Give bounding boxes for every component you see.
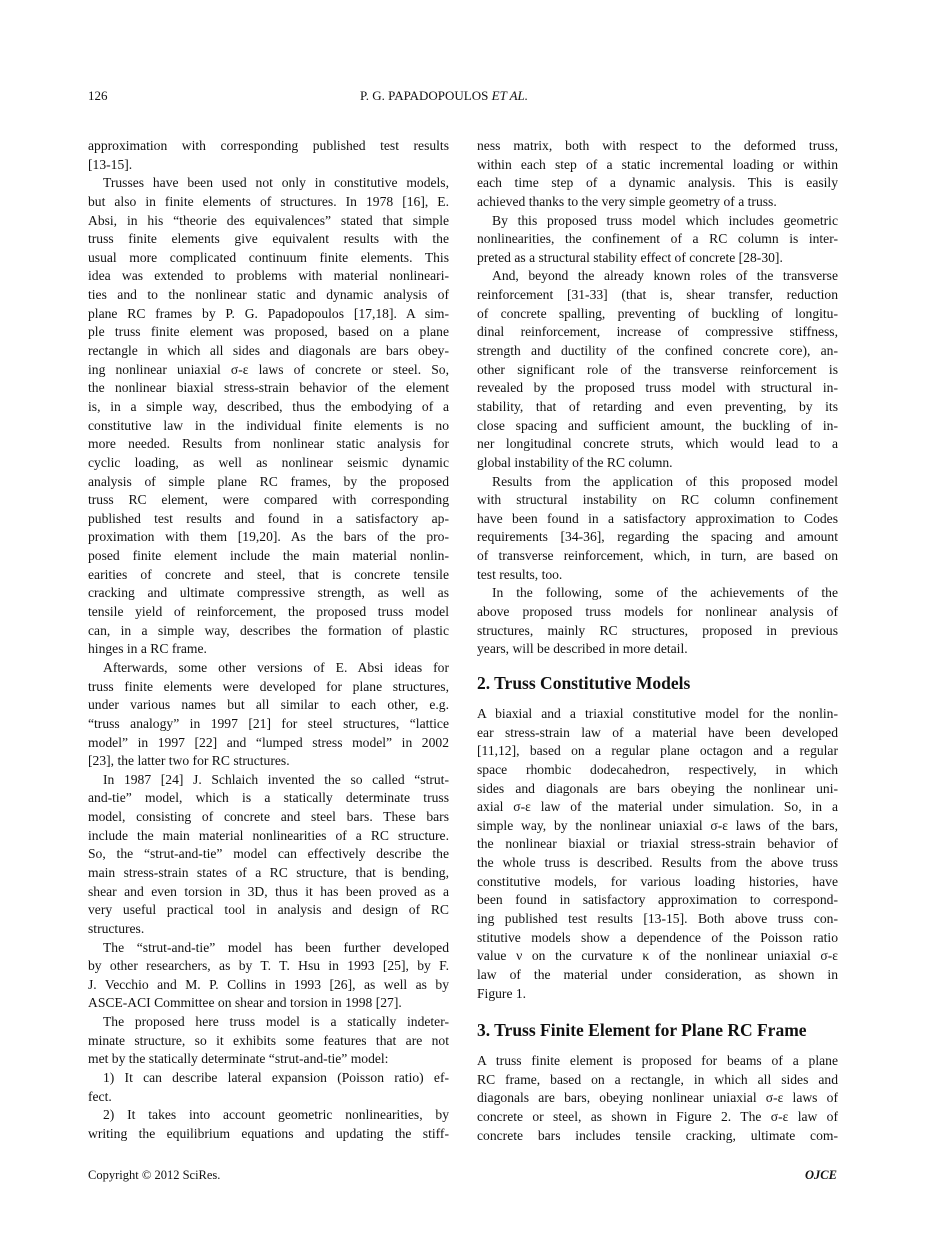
text-line: truss RC element, were compared with corresponding — [88, 492, 449, 508]
text-line: close spacing and sufficient amount, the buckling of in- — [477, 417, 838, 433]
text-line: cracking and ultimate compressive strength, as well as — [88, 585, 449, 601]
text-line: model, consisting of concrete and steel bars. These bars — [88, 809, 449, 825]
paragraph — [477, 137, 838, 212]
text-line: is, in a simple way, described, thus the embodying of a — [88, 398, 449, 414]
text-line: ner longitudinal concrete struts, which would lead to a — [477, 436, 838, 452]
text-line: within each step of a static incremental loading or within — [477, 156, 838, 172]
paragraph — [477, 705, 838, 1003]
text-line: and-tie” model, which is a statically determinate truss — [88, 790, 449, 806]
text-line: the whole truss is described. Results from the above truss — [477, 855, 838, 871]
text-line: writing the equilibrium equations and updating the stiff- — [88, 1125, 449, 1141]
text-line: Absi, in his “theorie des equivalences” stated that simple — [88, 212, 449, 228]
text-line: been found in satisfactory approximation to correspond- — [477, 892, 838, 908]
page-number: 126 — [88, 88, 108, 103]
text-line: preted as a structural stability effect of concrete [28-30]. — [477, 249, 783, 265]
text-line: ear stress-strain law of a material have been developed — [477, 724, 838, 740]
paragraph — [477, 473, 838, 585]
text-line: by other researchers, as by T. T. Hsu in 1993 [25], by F. — [88, 958, 449, 974]
text-line: constitutive models, for various loading histories, have — [477, 873, 838, 889]
text-line: ness matrix, both with respect to the deformed truss, — [477, 138, 838, 153]
text-line: usual more complicated continuum finite elements. This — [88, 249, 449, 265]
text-line: reinforcement [31-33] (that is, shear transfer, reduction — [477, 287, 838, 303]
text-line: ties and to the nonlinear static and dynamic analysis of — [88, 287, 449, 303]
footer-journal: OJCE — [805, 1168, 837, 1182]
text-line: of transverse reinforcement, which, in turn, are based on — [477, 548, 838, 564]
text-line: analysis of simple plane RC frames, by the proposed — [88, 473, 449, 489]
text-line: model” in 1997 [22] and “lumped stress model” in 2002 — [88, 734, 449, 750]
text-line: truss finite elements were developed for plane structures, — [88, 678, 449, 694]
text-line: [23], the latter two for RC structures. — [88, 753, 290, 769]
text-line: each time step of a dynamic analysis. This is easily — [477, 175, 838, 191]
text-line: have been found in a satisfactory approximation to Codes — [477, 510, 838, 526]
text-line: constitutive law in the individual finite elements is no — [88, 417, 449, 433]
paragraph — [477, 584, 838, 659]
paragraph — [88, 1013, 449, 1069]
section-2-body — [477, 705, 838, 1003]
text-line: concrete or steel, as shown in Figure 2. The σ-ε law of — [477, 1108, 838, 1124]
text-line: achieved thanks to the very simple geometry of a truss. — [477, 193, 777, 209]
text-line: The “strut-and-tie” model has been further developed — [103, 939, 449, 955]
text-line: approximation with corresponding published test results — [88, 138, 449, 153]
text-line: plane RC frames by P. G. Papadopoulos [17,18]. A sim- — [88, 305, 449, 321]
text-line: value ν on the curvature κ of the nonlinear uniaxial σ-ε — [477, 948, 838, 964]
paragraph — [88, 939, 449, 1014]
text-line: Figure 1. — [477, 985, 527, 1001]
text-line: RC frame, based on a rectangle, in which all sides and — [477, 1071, 838, 1087]
section-3-body — [477, 1052, 838, 1145]
paragraph — [88, 137, 449, 174]
text-line: the nonlinear biaxial or triaxial stress-strain behavior of — [477, 836, 838, 852]
text-line: minate structure, so it exhibits some features that are not — [88, 1032, 449, 1048]
text-line: dinal reinforcement, increase of compressive stiffness, — [477, 324, 838, 340]
text-line: tensile yield of reinforcement, the proposed truss model — [88, 604, 449, 620]
text-line: under various names but all similar to each other, e.g. — [88, 697, 449, 713]
text-line: ASCE-ACI Committee on shear and torsion in 1998 [27]. — [88, 995, 402, 1011]
text-line: ple truss finite element was proposed, based on a plane — [88, 324, 449, 340]
text-line: Results from the application of this proposed model — [492, 473, 838, 489]
paragraph — [477, 267, 838, 472]
text-line: test results, too. — [477, 566, 563, 582]
section-2-heading: 2. Truss Constitutive Models — [477, 673, 691, 693]
text-line: truss finite elements give equivalent results with the — [88, 231, 449, 247]
text-line: Afterwards, some other versions of E. Absi ideas for — [103, 659, 449, 675]
text-line: In 1987 [24] J. Schlaich invented the so called “strut- — [103, 771, 449, 787]
paragraph — [477, 1052, 838, 1145]
running-title-etal: ET AL. — [491, 88, 528, 103]
left-column — [88, 137, 449, 1144]
text-line: global instability of the RC column. — [477, 454, 673, 470]
paragraph — [88, 771, 449, 939]
paragraph — [88, 1106, 449, 1143]
running-title-author: P. G. PAPADOPOULOS — [360, 88, 489, 103]
text-line: The proposed here truss model is a statically indeter- — [103, 1014, 449, 1030]
text-line: ing nonlinear uniaxial σ-ε laws of concrete or steel. So, — [88, 361, 449, 377]
text-line: shear and even torsion in 3D, thus it has been proved as a — [88, 883, 449, 899]
text-line: idea was extended to problems with material nonlineari- — [88, 268, 449, 284]
paragraph — [477, 212, 838, 268]
text-line: cyclic loading, as well as nonlinear seismic dynamic — [88, 454, 449, 470]
text-line: In the following, some of the achievements of the — [492, 585, 838, 601]
section-3-heading: 3. Truss Finite Element for Plane RC Frame — [477, 1020, 807, 1040]
text-line: can, in a simple way, describes the formation of plastic — [88, 622, 449, 638]
footer-copyright: Copyright © 2012 SciRes. — [88, 1168, 221, 1182]
text-line: the nonlinear biaxial stress-strain behavior of the element — [88, 380, 449, 396]
text-line: main stress-strain states of a RC structure, that is bending, — [88, 864, 449, 880]
text-line: simple way, by the nonlinear uniaxial σ-ε laws of the bars, — [477, 817, 838, 833]
text-line: published test results and found in a satisfactory ap- — [88, 510, 449, 526]
text-line: ing published test results [13-15]. Both above truss con- — [477, 911, 838, 927]
text-line: J. Vecchio and M. P. Collins in 1993 [26], as well as by — [88, 976, 449, 992]
text-line: Trusses have been used not only in constitutive models, — [103, 175, 449, 191]
text-line: rectangle in which all sides and diagonals are bars obey- — [88, 343, 449, 359]
text-line: concrete bars includes tensile cracking, ultimate com- — [477, 1127, 838, 1143]
text-line: hinges in a RC frame. — [88, 641, 207, 657]
text-line: 2) It takes into account geometric nonlinearities, by — [103, 1107, 449, 1123]
text-line: space rhombic dodecahedron, respectively, in which — [477, 761, 838, 777]
text-line: revealed by the proposed truss model with structural in- — [477, 380, 838, 396]
text-line: So, the “strut-and-tie” model can effectively describe the — [88, 846, 449, 862]
text-line: [11,12], based on a regular plane octagon and a regular — [477, 743, 838, 759]
text-line: structures, mainly RC structures, proposed in previous — [477, 622, 838, 638]
text-line: sides and diagonals are bars obeying the nonlinear uni- — [477, 780, 838, 796]
text-line: other significant role of the transverse reinforcement is — [477, 361, 838, 377]
text-line: And, beyond the already known roles of the transverse — [492, 268, 838, 284]
text-line: but also in finite elements of structures. In 1978 [16], E. — [88, 193, 449, 209]
text-line: diagonals are bars, obeying nonlinear uniaxial σ-ε laws of — [477, 1090, 838, 1106]
text-line: axial σ-ε law of the material under simulation. So, in a — [477, 799, 838, 815]
text-line: A biaxial and a triaxial constitutive model for the nonlin- — [477, 706, 838, 721]
text-line: [13-15]. — [88, 156, 133, 172]
text-line: proximation with them [19,20]. As the bars of the pro- — [88, 529, 449, 545]
text-line: years, will be described in more detail. — [477, 641, 688, 657]
text-line: strength and ductility of the confined concrete core), an- — [477, 343, 838, 359]
text-line: of concrete spalling, preventing of buckling of longitu- — [477, 305, 838, 321]
text-line: stitutive models show a dependence of the Poisson ratio — [477, 929, 838, 945]
text-line: requirements [34-36], regarding the spacing and amount — [477, 529, 838, 545]
text-line: stability, that of retarding and even preventing, by its — [477, 398, 838, 414]
text-line: met by the statically determinate “strut-and-tie” model: — [88, 1051, 389, 1067]
text-line: 1) It can describe lateral expansion (Poisson ratio) ef- — [103, 1070, 449, 1086]
text-line: A truss finite element is proposed for beams of a plane — [477, 1053, 838, 1068]
text-line: earities of concrete and steel, that is concrete tensile — [88, 566, 449, 582]
text-line: “truss analogy” in 1997 [21] for steel structures, “lattice — [88, 715, 449, 731]
running-title — [360, 88, 528, 104]
text-line: with structural instability on RC column confinement — [477, 492, 838, 508]
text-line: By this proposed truss model which includes geometric — [492, 212, 838, 228]
text-line: nonlinearities, the confinement of a RC column is inter- — [477, 231, 838, 247]
text-line: structures. — [88, 920, 145, 936]
paragraph — [88, 174, 449, 659]
text-line: very useful practical tool in analysis and design of RC — [88, 902, 449, 918]
paragraph — [88, 1069, 449, 1106]
text-line: include the main material nonlinearities of a RC structure. — [88, 827, 449, 843]
text-line: more needed. Results from nonlinear static analysis for — [88, 436, 449, 452]
paragraph — [88, 659, 449, 771]
text-line: law of the material under consideration, as shown in — [477, 966, 838, 982]
text-line: fect. — [88, 1088, 112, 1104]
text-line: above proposed truss models for nonlinear analysis of — [477, 604, 838, 620]
right-column-intro — [477, 137, 838, 659]
text-line: posed finite element include the main material nonlin- — [88, 548, 449, 564]
